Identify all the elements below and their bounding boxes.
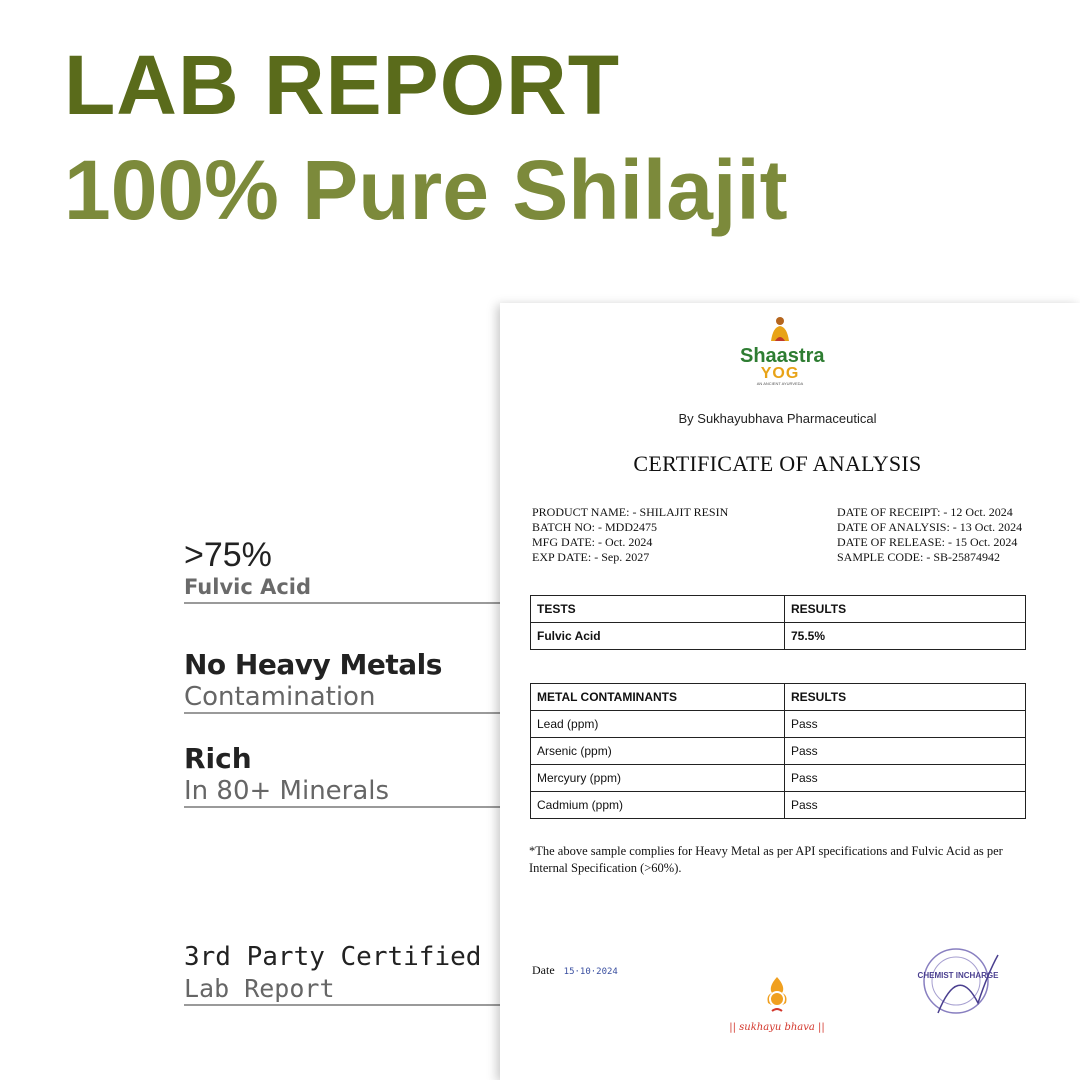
sage-figure-icon: [765, 315, 795, 343]
meta-mfg-date: MFG DATE: - Oct. 2024: [532, 535, 653, 549]
table-cell: Lead (ppm): [531, 711, 785, 738]
feature-subtitle: Lab Report: [184, 974, 335, 1003]
table-cell: Pass: [785, 765, 1026, 792]
table-cell: Pass: [785, 792, 1026, 819]
leaf-flame-icon: [760, 975, 794, 1017]
feature-title: No Heavy Metals: [184, 648, 442, 681]
table-cell: Pass: [785, 738, 1026, 765]
stamp-label: CHEMIST INCHARGE: [917, 971, 999, 980]
page-title: LAB REPORT: [64, 38, 620, 132]
page-subtitle: 100% Pure Shilajit: [64, 143, 788, 237]
meta-receipt-date: DATE OF RECEIPT: - 12 Oct. 2024: [837, 505, 1013, 519]
feature-title: >75%: [184, 536, 272, 574]
column-header: RESULTS: [785, 596, 1026, 623]
table-row: [531, 792, 1026, 819]
brand-tagline: AN ANCIENT AYURVEDA: [756, 381, 804, 386]
table-header-row: [531, 596, 1026, 623]
meta-exp-date: EXP DATE: - Sep. 2027: [532, 550, 650, 564]
brand-line-1: Shaastra: [740, 345, 825, 367]
by-line: By Sukhayubhava Pharmaceutical: [678, 411, 877, 426]
footer-brand-text: || sukhayu bhava ||: [729, 1022, 825, 1033]
tests-table: [530, 595, 1026, 650]
certificate-document: [500, 303, 1080, 1080]
table-cell: Arsenic (ppm): [531, 738, 785, 765]
meta-product-name: PRODUCT NAME: - SHILAJIT RESIN: [532, 505, 729, 519]
table-cell: Cadmium (ppm): [531, 792, 785, 819]
column-header: METAL CONTAMINANTS: [531, 684, 785, 711]
feature-minerals: [184, 742, 502, 808]
meta-batch-no: BATCH NO: - MDD2475: [532, 520, 658, 534]
compliance-note: *The above sample complies for Heavy Metal as per API specifications and Fulvic Acid as per Internal Specification (>60%).: [529, 844, 1003, 875]
table-row: [531, 765, 1026, 792]
feature-subtitle: Fulvic Acid: [184, 575, 312, 599]
meta-analysis-date: DATE OF ANALYSIS: - 13 Oct. 2024: [837, 520, 1023, 534]
feature-title: 3rd Party Certified: [184, 942, 482, 972]
meta-right: [837, 505, 1022, 565]
shaastra-yog-logo: [740, 315, 825, 387]
feature-subtitle: Contamination: [184, 682, 376, 712]
meta-sample-code: SAMPLE CODE: - SB-25874942: [837, 550, 1001, 564]
metals-table: [530, 683, 1026, 819]
table-cell: Fulvic Acid: [531, 623, 785, 650]
column-header: RESULTS: [785, 684, 1026, 711]
feature-subtitle: In 80+ Minerals: [184, 776, 390, 806]
signature-date: [532, 963, 618, 978]
chemist-stamp: [908, 943, 1008, 1033]
table-row: [531, 711, 1026, 738]
feature-title: Rich: [184, 742, 252, 775]
table-cell: Pass: [785, 711, 1026, 738]
table-header-row: [531, 684, 1026, 711]
table-cell: 75.5%: [785, 623, 1026, 650]
meta-left: [532, 505, 728, 565]
meta-release-date: DATE OF RELEASE: - 15 Oct. 2024: [837, 535, 1018, 549]
feature-certified: [184, 940, 502, 1006]
date-value: 15·10·2024: [563, 967, 618, 977]
feature-fulvic-acid: [184, 538, 502, 604]
table-row: [531, 738, 1026, 765]
date-label: Date: [532, 963, 555, 977]
stamp-seal-icon: [908, 943, 1008, 1033]
certificate-title: CERTIFICATE OF ANALYSIS: [633, 451, 922, 476]
table-cell: Mercyury (ppm): [531, 765, 785, 792]
feature-no-heavy-metals: [184, 648, 502, 714]
column-header: TESTS: [531, 596, 785, 623]
brand-line-2: YOG: [760, 365, 800, 382]
table-row: [531, 623, 1026, 650]
sukhayu-bhava-logo: [722, 975, 832, 1045]
